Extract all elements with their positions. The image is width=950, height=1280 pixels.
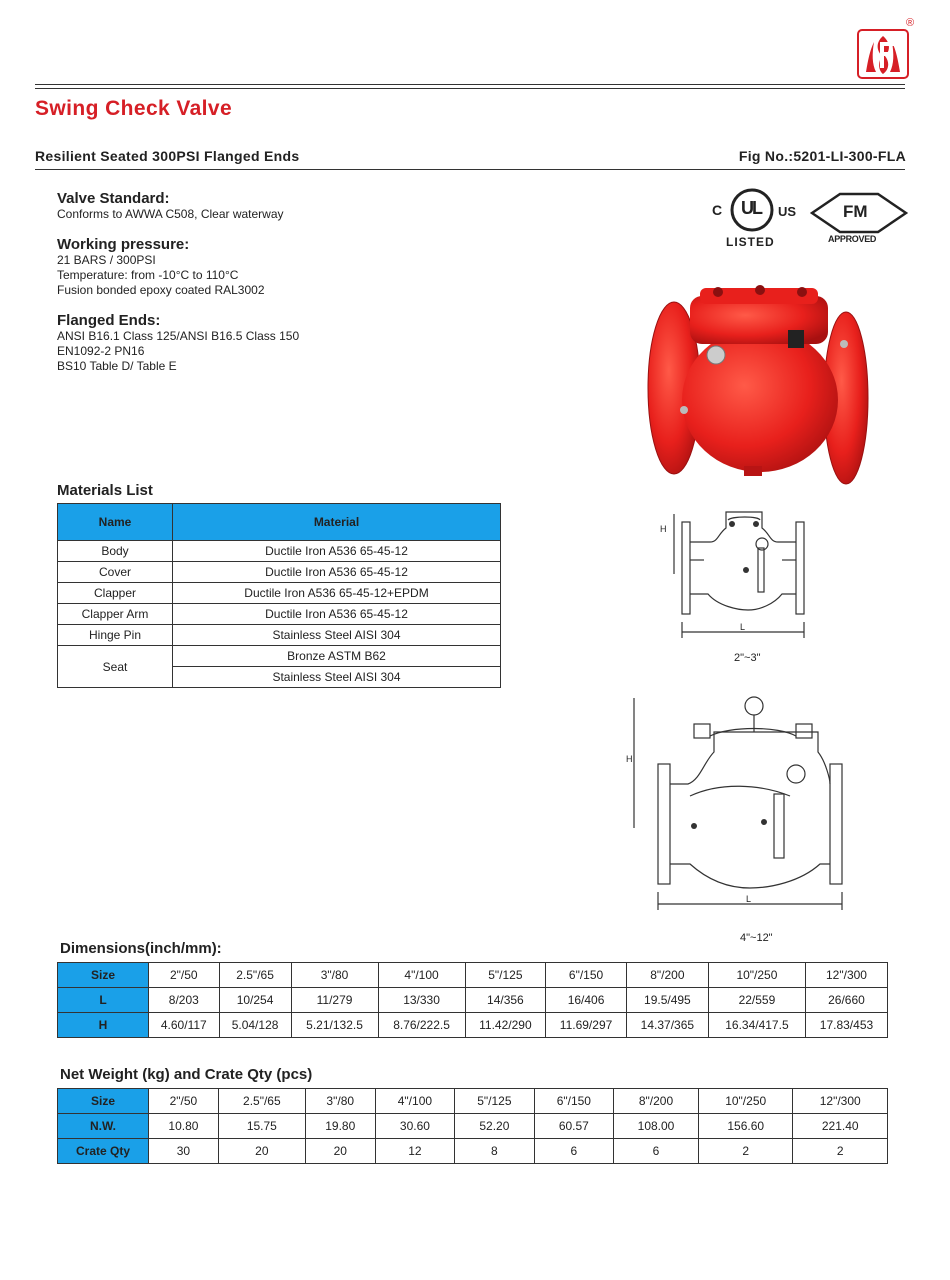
table-cell: 16/406 xyxy=(546,988,627,1013)
table-cell: 20 xyxy=(305,1139,375,1164)
table-cell: 19.80 xyxy=(305,1114,375,1139)
column-header: Material xyxy=(173,504,501,541)
dimension-h-label: H xyxy=(660,524,667,534)
table-cell: 2.5"/65 xyxy=(218,1089,305,1114)
ul-us-text: US xyxy=(778,204,797,219)
table-cell: Clapper Arm xyxy=(58,604,173,625)
row-header: Size xyxy=(58,963,149,988)
table-cell: Clapper xyxy=(58,583,173,604)
table-row xyxy=(58,625,501,646)
header-rule-bottom xyxy=(35,88,905,89)
drawing-small-valve xyxy=(648,494,828,664)
table-cell: 6"/150 xyxy=(546,963,627,988)
table-row xyxy=(58,1139,888,1164)
table-cell: 6"/150 xyxy=(534,1089,613,1114)
dimension-h-label: H xyxy=(626,754,633,764)
row-header: Crate Qty xyxy=(58,1139,149,1164)
table-row xyxy=(58,988,888,1013)
table-cell: 3"/80 xyxy=(305,1089,375,1114)
table-cell: 6 xyxy=(614,1139,699,1164)
table-cell: 12"/300 xyxy=(793,1089,888,1114)
table-cell: 14.37/365 xyxy=(626,1013,708,1038)
table-cell: Body xyxy=(58,541,173,562)
table-cell: 8.76/222.5 xyxy=(378,1013,465,1038)
table-cell: 5.21/132.5 xyxy=(291,1013,378,1038)
dimensions-table xyxy=(57,962,888,1038)
table-cell: 4.60/117 xyxy=(149,1013,220,1038)
drawing-large-valve xyxy=(620,692,880,952)
table-cell: 11/279 xyxy=(291,988,378,1013)
spec-heading: Working pressure: xyxy=(57,236,190,253)
dimension-l-label: L xyxy=(746,894,752,904)
header-rule-top xyxy=(35,84,905,85)
ul-listed-mark xyxy=(712,182,802,252)
ul-c-text: C xyxy=(712,202,723,218)
table-cell: Seat xyxy=(58,646,173,688)
brand-logo xyxy=(856,28,910,80)
table-cell: 20 xyxy=(218,1139,305,1164)
table-cell: 6 xyxy=(534,1139,613,1164)
column-header: Name xyxy=(58,504,173,541)
weights-title: Net Weight (kg) and Crate Qty (pcs) xyxy=(60,1066,313,1083)
table-cell: 17.83/453 xyxy=(805,1013,887,1038)
table-cell: 11.69/297 xyxy=(546,1013,627,1038)
table-cell: 4"/100 xyxy=(375,1089,454,1114)
table-cell: 30 xyxy=(149,1139,219,1164)
table-row xyxy=(58,1089,888,1114)
table-cell: Ductile Iron A536 65-45-12 xyxy=(173,604,501,625)
table-cell: 5"/125 xyxy=(465,963,546,988)
registered-mark: ® xyxy=(906,17,915,29)
table-cell: Hinge Pin xyxy=(58,625,173,646)
ul-listed-text: LISTED xyxy=(726,235,775,249)
spec-heading: Valve Standard: xyxy=(57,190,170,207)
table-row xyxy=(58,562,501,583)
table-cell: 10/254 xyxy=(219,988,291,1013)
table-cell: 22/559 xyxy=(708,988,805,1013)
table-row xyxy=(58,646,501,667)
table-row xyxy=(58,1114,888,1139)
table-cell: 12"/300 xyxy=(805,963,887,988)
spec-line: ANSI B16.1 Class 125/ANSI B16.5 Class 150 xyxy=(57,329,300,343)
table-cell: 2"/50 xyxy=(149,963,220,988)
table-cell: 5.04/128 xyxy=(219,1013,291,1038)
table-cell: 2 xyxy=(698,1139,792,1164)
row-header: H xyxy=(58,1013,149,1038)
table-cell: Ductile Iron A536 65-45-12 xyxy=(173,541,501,562)
table-cell: Ductile Iron A536 65-45-12+EPDM xyxy=(173,583,501,604)
table-row xyxy=(58,1013,888,1038)
table-cell: 15.75 xyxy=(218,1114,305,1139)
table-cell: 52.20 xyxy=(455,1114,534,1139)
table-cell: 8"/200 xyxy=(614,1089,699,1114)
ul-text: UL xyxy=(741,198,761,218)
table-cell: 221.40 xyxy=(793,1114,888,1139)
table-cell: 156.60 xyxy=(698,1114,792,1139)
table-cell: Stainless Steel AISI 304 xyxy=(173,625,501,646)
table-header-row xyxy=(58,504,501,541)
spec-heading: Flanged Ends: xyxy=(57,312,161,329)
table-cell: 60.57 xyxy=(534,1114,613,1139)
table-cell: 13/330 xyxy=(378,988,465,1013)
figure-number: Fig No.:5201-LI-300-FLA xyxy=(738,148,906,164)
spec-line: BS10 Table D/ Table E xyxy=(57,359,177,373)
table-cell: 2.5"/65 xyxy=(219,963,291,988)
table-cell: 8"/200 xyxy=(626,963,708,988)
table-cell: 108.00 xyxy=(614,1114,699,1139)
dimension-l-label: L xyxy=(740,622,746,632)
spec-line: Fusion bonded epoxy coated RAL3002 xyxy=(57,283,265,297)
weights-table xyxy=(57,1088,888,1164)
row-header: Size xyxy=(58,1089,149,1114)
subtitle-rule xyxy=(35,169,905,170)
row-header: L xyxy=(58,988,149,1013)
spec-line: EN1092-2 PN16 xyxy=(57,344,145,358)
materials-table xyxy=(57,503,501,688)
fm-text: FM xyxy=(843,202,868,221)
table-cell: 11.42/290 xyxy=(465,1013,546,1038)
table-cell: 8 xyxy=(455,1139,534,1164)
table-cell: 30.60 xyxy=(375,1114,454,1139)
valve-photo xyxy=(640,280,870,485)
spec-line: Conforms to AWWA C508, Clear waterway xyxy=(57,207,284,221)
table-cell: Stainless Steel AISI 304 xyxy=(173,667,501,688)
spec-valve-standard xyxy=(57,190,284,222)
table-cell: 10"/250 xyxy=(698,1089,792,1114)
spec-working-pressure xyxy=(57,236,265,298)
table-cell: 8/203 xyxy=(149,988,220,1013)
fm-approved-text: APPROVED xyxy=(828,234,877,244)
table-row xyxy=(58,541,501,562)
table-cell: 16.34/417.5 xyxy=(708,1013,805,1038)
dimensions-title: Dimensions(inch/mm): xyxy=(60,940,222,957)
table-cell: 12 xyxy=(375,1139,454,1164)
table-cell: 10.80 xyxy=(149,1114,219,1139)
spec-line: Temperature: from -10°C to 110°C xyxy=(57,268,239,282)
spec-flanged-ends xyxy=(57,312,299,374)
page-subtitle: Resilient Seated 300PSI Flanged Ends xyxy=(35,148,300,164)
table-cell: 2 xyxy=(793,1139,888,1164)
row-header: N.W. xyxy=(58,1114,149,1139)
table-cell: 10"/250 xyxy=(708,963,805,988)
materials-title: Materials List xyxy=(57,482,153,499)
table-cell: 19.5/495 xyxy=(626,988,708,1013)
table-cell: 3"/80 xyxy=(291,963,378,988)
table-row xyxy=(58,583,501,604)
table-cell: 14/356 xyxy=(465,988,546,1013)
page-title: Swing Check Valve xyxy=(35,97,233,120)
table-cell: 26/660 xyxy=(805,988,887,1013)
table-row xyxy=(58,604,501,625)
table-cell: 5"/125 xyxy=(455,1089,534,1114)
table-cell: Ductile Iron A536 65-45-12 xyxy=(173,562,501,583)
fm-approved-mark xyxy=(810,190,908,246)
table-cell: 2"/50 xyxy=(149,1089,219,1114)
table-cell: 4"/100 xyxy=(378,963,465,988)
drawing-caption: 4"~12" xyxy=(740,932,773,944)
drawing-caption: 2"~3" xyxy=(734,652,761,664)
table-cell: Bronze ASTM B62 xyxy=(173,646,501,667)
spec-line: 21 BARS / 300PSI xyxy=(57,253,156,267)
table-row xyxy=(58,963,888,988)
table-cell: Cover xyxy=(58,562,173,583)
